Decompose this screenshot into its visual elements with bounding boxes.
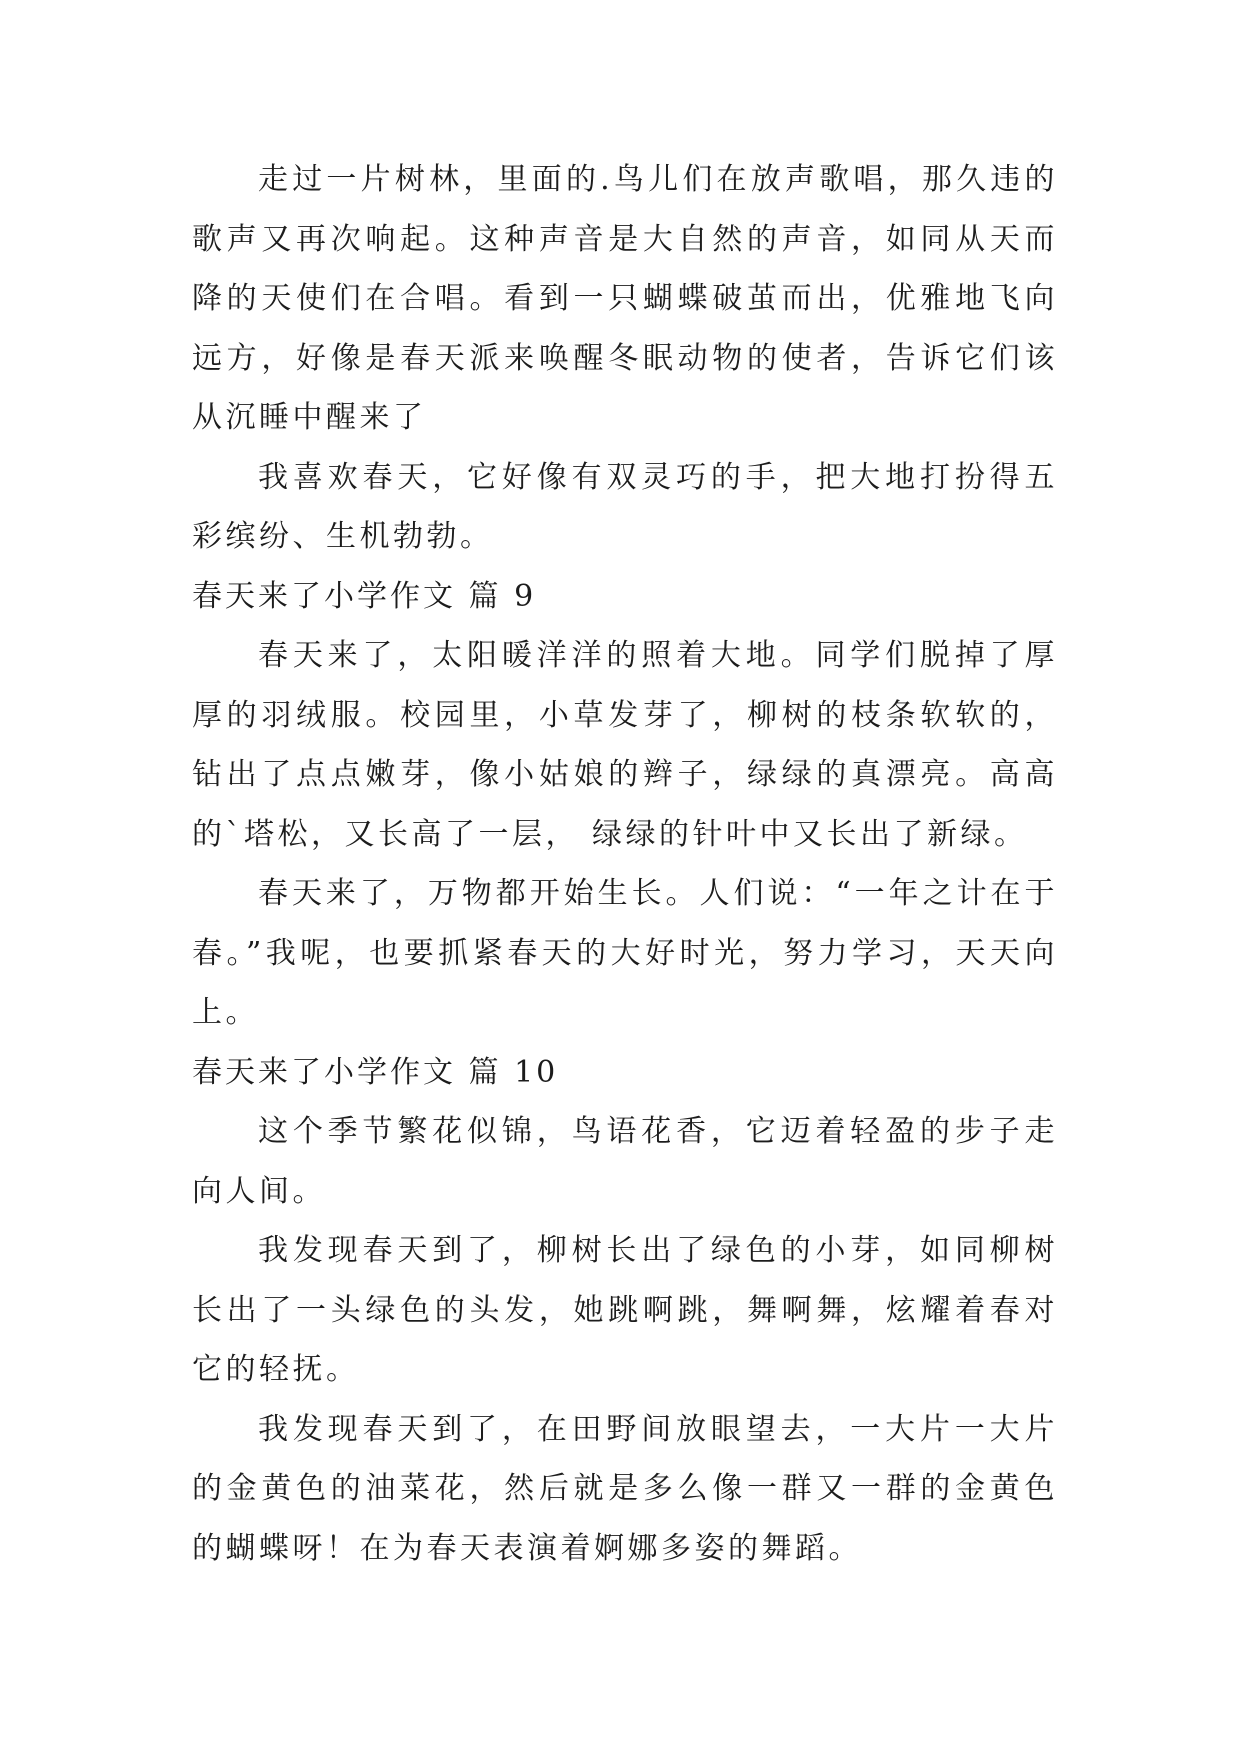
paragraph-love-spring: 我喜欢春天，它好像有双灵巧的手，把大地打扮得五彩缤纷、生机勃勃。 <box>192 459 1058 554</box>
paragraph-rapeseed-fields: 我发现春天到了，在田野间放眼望去，一大片一大片的金黄色的油菜花，然后就是多么像一群又一群的金黄色的蝴蝶呀！在为春天表演着婀娜多姿的舞蹈。 <box>192 1411 1058 1566</box>
paragraph-willow-sprouts: 我发现春天到了，柳树长出了绿色的小芽，如同柳树长出了一头绿色的头发，她跳啊跳，舞啊舞，炫耀着春对它的轻抚。 <box>192 1233 1058 1387</box>
paragraph-season-flowers: 这个季节繁花似锦，鸟语花香，它迈着轻盈的步子走向人间。 <box>192 1114 1058 1209</box>
paragraph-everything-grows: 春天来了，万物都开始生长。人们说：“一年之计在于春。”我呢，也要抓紧春天的大好时光，努力学习，天天向上。 <box>192 876 1058 1030</box>
document-body <box>192 150 1058 1578</box>
essay-heading-9: 春天来了小学作文 篇 9 <box>192 578 537 614</box>
essay-heading-10: 春天来了小学作文 篇 10 <box>192 1054 559 1090</box>
paragraph-sun-warm: 春天来了，太阳暖洋洋的照着大地。同学们脱掉了厚厚的羽绒服。校园里，小草发芽了，柳树的枝条软软的，钻出了点点嫩芽，像小姑娘的辫子，绿绿的真漂亮。高高的`塔松，又长高了一层， 绿绿的针叶中又长出了新绿。 <box>192 638 1058 852</box>
paragraph-forest-birds: 走过一片树林，里面的.鸟儿们在放声歌唱，那久违的歌声又再次响起。这种声音是大自然的声音，如同从天而降的天使们在合唱。看到一只蝴蝶破茧而出，优雅地飞向远方，好像是春天派来唤醒冬眠动物的使者，告诉它们该从沉睡中醒来了 <box>192 162 1058 435</box>
